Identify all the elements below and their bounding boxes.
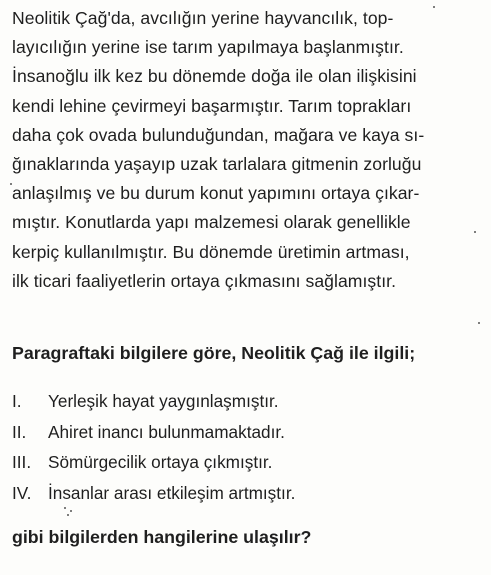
passage-line-5: daha çok ovada bulunduğundan, mağara ve kaya sı- [12, 124, 425, 145]
scan-speck [478, 322, 480, 324]
passage-line-3: İnsanoğlu ilk kez bu dönemde doğa ile olan ilişkisini [12, 66, 417, 87]
passage-line-1: Neolitik Çağ'da, avcılığın yerine hayvancılık, top- [12, 8, 394, 28]
statement-text: Yerleşik hayat yaygınlaşmıştır. [48, 391, 279, 411]
scan-speck [10, 183, 12, 185]
scan-speck [433, 6, 435, 8]
scan-speck [474, 231, 476, 233]
statement-number: IV. [12, 482, 32, 503]
statement-item-4 [12, 478, 482, 509]
passage-line-10: ilk ticari faaliyetlerin ortaya çıkmasını sağlamıştır. [12, 270, 397, 291]
question-stem: Paragraftaki bilgilere göre, Neolitik Çağ ile ilgili; [12, 343, 416, 363]
passage-line-9: kerpiç kullanılmıştır. Bu dönemde üretimin artması, [12, 241, 410, 262]
scan-speck [64, 507, 66, 509]
passage-line-6: ğınaklarında yaşayıp uzak tarlalara gitmenin zorluğu [12, 153, 422, 174]
scan-speck [70, 510, 72, 512]
statement-item-2 [12, 417, 482, 448]
passage-line-8: mıştır. Konutlarda yapı malzemesi olarak genellikle [12, 212, 411, 233]
statement-text: Sömürgecilik ortaya çıkmıştır. [48, 452, 273, 472]
passage-paragraph [12, 4, 482, 296]
statement-item-3 [12, 447, 482, 478]
statement-item-1 [12, 386, 482, 417]
passage-line-7: anlaşılmış ve bu durum konut yapımını ortaya çıkar- [12, 183, 420, 204]
passage-line-4: kendi lehine çevirmeyi başarmıştır. Tarım toprakları [12, 95, 412, 116]
question-closing: gibi bilgilerden hangilerine ulaşılır? [12, 527, 312, 547]
scan-speck [67, 514, 69, 516]
passage-line-2: layıcılığın yerine ise tarım yapılmaya başlanmıştır. [12, 37, 404, 58]
statement-number: I. [12, 391, 22, 411]
statement-text: İnsanlar arası etkileşim artmıştır. [48, 482, 296, 503]
statement-number: III. [12, 452, 32, 472]
statement-text: Ahiret inancı bulunmamaktadır. [48, 421, 285, 442]
statement-number: II. [12, 421, 27, 442]
statement-list [12, 386, 482, 508]
